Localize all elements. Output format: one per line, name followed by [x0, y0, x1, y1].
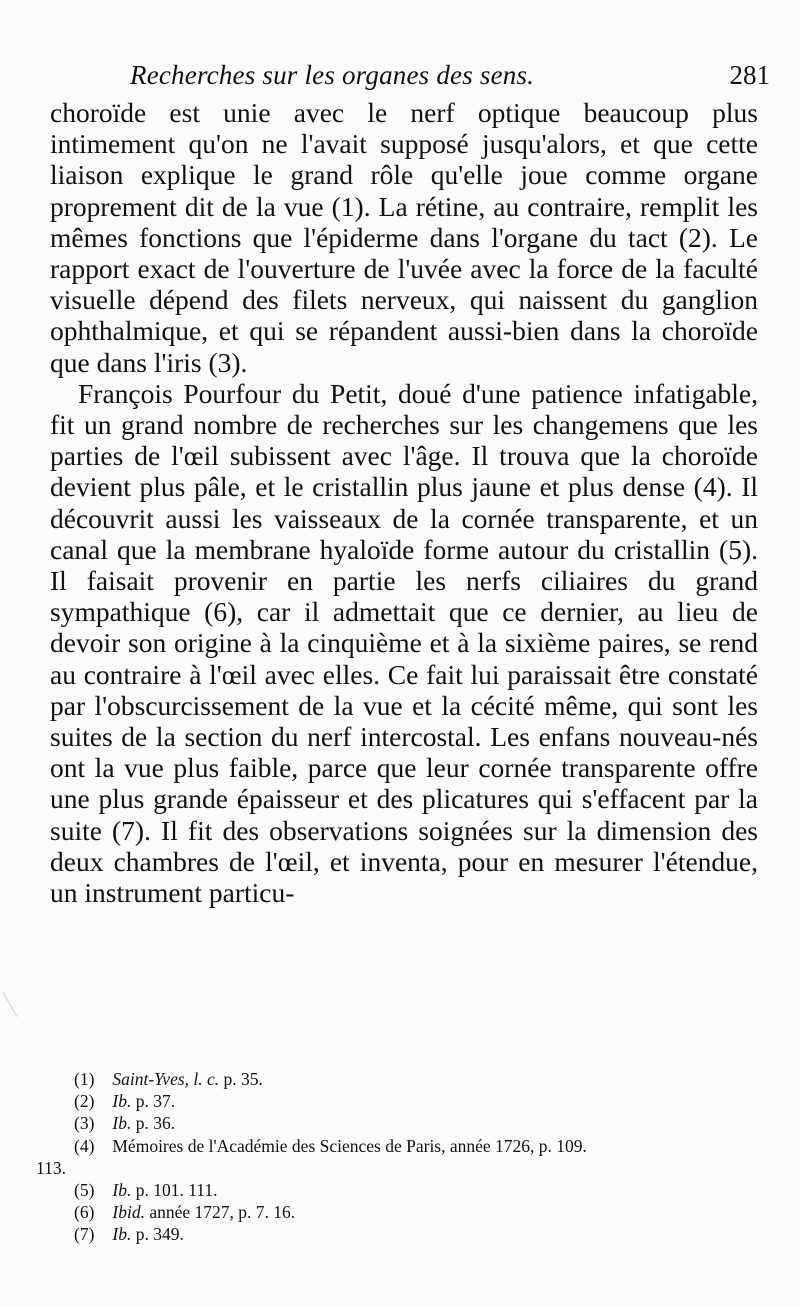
footnote-source: Ibid. — [112, 1202, 145, 1223]
footnote-page: p. 349. — [135, 1224, 184, 1245]
footnote-page: année 1727, p. 7. 16. — [149, 1202, 296, 1223]
footnote-3 — [74, 1112, 754, 1134]
body-text — [50, 97, 758, 908]
footnote-mark: (3) — [74, 1113, 95, 1134]
footnote-source: Ib. — [112, 1113, 132, 1134]
footnote-2 — [74, 1090, 754, 1112]
page-header — [130, 58, 770, 98]
footnote-page: p. 35. — [223, 1069, 263, 1089]
footnote-4 — [74, 1135, 754, 1157]
footnotes — [36, 1068, 754, 1246]
footnote-mark: (7) — [74, 1224, 95, 1245]
footnote-mark: (5) — [74, 1180, 95, 1201]
page-number: 281 — [729, 60, 770, 90]
footnote-source: Ib. — [112, 1180, 132, 1201]
paper-edge-mark — [3, 981, 37, 1017]
running-title: Recherches sur les organes des sens. — [130, 60, 535, 90]
paragraph-continuation: choroïde est unie avec le nerf optique beaucoup plus intimement qu'on ne l'avait supposé jusqu'alors, et que cette liaison explique le grand rôle qu'elle joue comme organe proprement dit de la vue (1). La rétine, au contraire, remplit les mêmes fonctions que l'épiderme dans l'organe du tact (2). Le rapport exact de l'ouverture de l'uvée avec la force de la faculté visuelle dépend des filets nerveux, qui naissent du ganglion ophthalmique, et qui se répandent aussi-bien dans la choroïde que dans l'iris (3). — [50, 97, 758, 378]
footnote-5 — [74, 1179, 754, 1201]
footnote-source: Ib. — [112, 1091, 132, 1112]
footnote-text: Mémoires de l'Académie des Sciences de Paris, année 1726, p. 109. — [112, 1135, 587, 1156]
footnote-7 — [74, 1223, 754, 1245]
footnote-text: 113. — [36, 1157, 66, 1178]
footnote-mark: (4) — [74, 1135, 95, 1156]
footnote-mark: (2) — [74, 1091, 95, 1112]
footnote-page: p. 36. — [135, 1113, 176, 1134]
footnote-4-continuation — [36, 1157, 754, 1179]
footnote-page: p. 37. — [135, 1091, 176, 1112]
footnote-1 — [74, 1068, 754, 1090]
footnote-source: Ib. — [112, 1224, 132, 1245]
footnote-6 — [74, 1201, 754, 1223]
paragraph-pourfour-du-petit: François Pourfour du Petit, doué d'une patience infatigable, fit un grand nombre de recherches sur les changemens que les parties de l'œil subissent avec l'âge. Il trouva que la choroïde devient plus pâle, et le cristallin plus jaune et plus dense (4). Il découvrit aussi les vaisseaux de la cornée transparente, et un canal que la membrane hyaloïde forme autour du cristallin (5). Il faisait provenir en partie les nerfs ciliaires du grand sympathique (6), car il admettait que ce dernier, au lieu de devoir son origine à la cinquième et à la sixième paires, se rend au contraire à l'œil avec elles. Ce fait lui paraissait être constaté par l'obscurcissement de la vue et la cécité même, qui sont les suites de la section du nerf intercostal. Les enfans nouveau-nés ont la vue plus faible, parce que leur cornée transparente offre une plus grande épaisseur et des plicatures qui s'effacent par la suite (7). Il fit des observations soignées sur la dimension des deux chambres de l'œil, et inventa, pour en mesurer l'étendue, un instrument particu- — [50, 377, 758, 909]
footnote-source: Saint-Yves, — [112, 1069, 190, 1089]
footnote-source-ref: l. c. — [193, 1069, 220, 1089]
footnote-page: p. 101. 111. — [135, 1180, 218, 1201]
footnote-mark: (1) — [74, 1069, 95, 1089]
footnote-mark: (6) — [74, 1202, 95, 1223]
